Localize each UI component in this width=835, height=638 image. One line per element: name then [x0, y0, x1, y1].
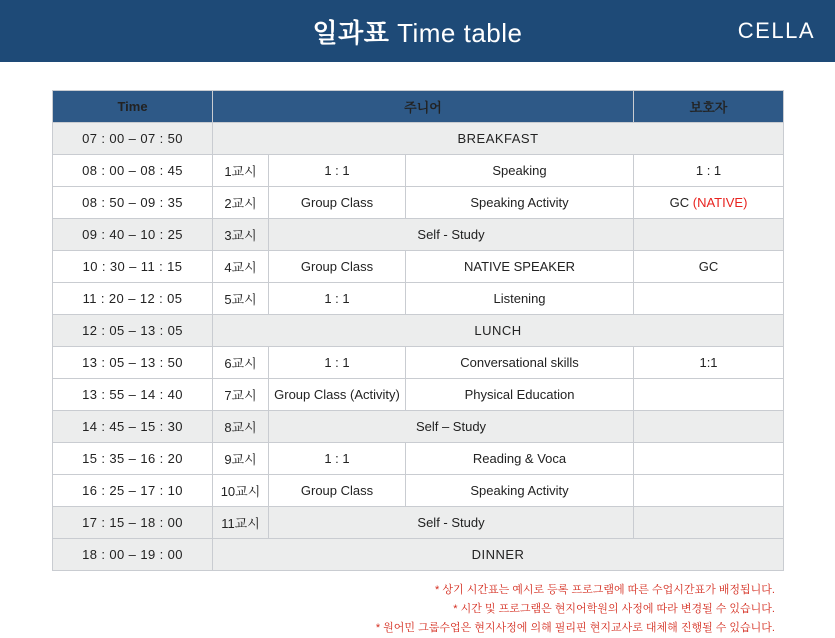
- page-title: [312, 13, 522, 50]
- cell-meal: BREAKFAST: [213, 123, 784, 155]
- cell-subject: NATIVE SPEAKER: [406, 251, 634, 283]
- table-row: [53, 475, 784, 507]
- table-row: [53, 187, 784, 219]
- cell-period: 7교시: [213, 379, 269, 411]
- page-title-en: Time table: [397, 17, 523, 48]
- cell-period: 2교시: [213, 187, 269, 219]
- cell-class-type: 1 : 1: [269, 347, 406, 379]
- cell-guardian: 1 : 1: [634, 155, 784, 187]
- cell-time: 13 : 05 – 13 : 50: [53, 347, 213, 379]
- cell-period: 9교시: [213, 443, 269, 475]
- cell-class-type: Group Class: [269, 187, 406, 219]
- page-title-ko: 일과표: [312, 17, 390, 48]
- table-row: [53, 155, 784, 187]
- cell-time: 14 : 45 – 15 : 30: [53, 411, 213, 443]
- cell-class-type: 1 : 1: [269, 283, 406, 315]
- table-row: [53, 507, 784, 539]
- note-line: * 시간 및 프로그램은 현지어학원의 사정에 따라 변경될 수 있습니다.: [453, 603, 775, 615]
- col-header-junior: 주니어: [213, 91, 634, 123]
- cell-guardian: [634, 443, 784, 475]
- table-row: [53, 379, 784, 411]
- cell-guardian: 1:1: [634, 347, 784, 379]
- cell-period: 5교시: [213, 283, 269, 315]
- cell-subject: Conversational skills: [406, 347, 634, 379]
- table-row: [53, 219, 784, 251]
- cell-time: 15 : 35 – 16 : 20: [53, 443, 213, 475]
- cell-class-type: Group Class (Activity): [269, 379, 406, 411]
- cell-period: 3교시: [213, 219, 269, 251]
- cell-class-type: 1 : 1: [269, 155, 406, 187]
- timetable-header-row: [53, 91, 784, 123]
- cell-time: 08 : 00 – 08 : 45: [53, 155, 213, 187]
- cell-guardian: [634, 219, 784, 251]
- cell-time: 17 : 15 – 18 : 00: [53, 507, 213, 539]
- cell-time: 10 : 30 – 11 : 15: [53, 251, 213, 283]
- cell-time: 16 : 25 – 17 : 10: [53, 475, 213, 507]
- brand-logo: CELLA: [737, 18, 815, 43]
- table-row: [53, 411, 784, 443]
- col-header-time: Time: [53, 91, 213, 123]
- cell-time: 11 : 20 – 12 : 05: [53, 283, 213, 315]
- cell-subject: Speaking: [406, 155, 634, 187]
- cell-class-type: 1 : 1: [269, 443, 406, 475]
- timetable: [52, 90, 784, 571]
- cell-period: 10교시: [213, 475, 269, 507]
- table-row: [53, 315, 784, 347]
- cell-class-type: Group Class: [269, 475, 406, 507]
- cell-guardian: [634, 475, 784, 507]
- cell-time: 07 : 00 – 07 : 50: [53, 123, 213, 155]
- cell-period: 6교시: [213, 347, 269, 379]
- cell-guardian: [634, 187, 784, 219]
- guardian-native-tag: (NATIVE): [692, 195, 748, 210]
- cell-guardian: [634, 283, 784, 315]
- cell-subject: Physical Education: [406, 379, 634, 411]
- timetable-sheet: [0, 62, 835, 638]
- cell-meal: DINNER: [213, 539, 784, 571]
- cell-period: 1교시: [213, 155, 269, 187]
- cell-subject: Self - Study: [269, 507, 634, 539]
- cell-subject: Self – Study: [269, 411, 634, 443]
- cell-period: 8교시: [213, 411, 269, 443]
- cell-period: 11교시: [213, 507, 269, 539]
- cell-class-type: Group Class: [269, 251, 406, 283]
- note-line: * 원어민 그룹수업은 현지사정에 의해 필리핀 현지교사로 대체해 진행될 수 있습니다.: [375, 622, 775, 634]
- cell-subject: Reading & Voca: [406, 443, 634, 475]
- cell-subject: Speaking Activity: [406, 475, 634, 507]
- cell-time: 18 : 00 – 19 : 00: [53, 539, 213, 571]
- timetable-body: [53, 123, 784, 571]
- cell-subject: Listening: [406, 283, 634, 315]
- notes-block: [52, 581, 783, 638]
- col-header-guardian: 보호자: [634, 91, 784, 123]
- cell-subject: Speaking Activity: [406, 187, 634, 219]
- table-row: [53, 283, 784, 315]
- page-header: [0, 0, 835, 62]
- cell-meal: LUNCH: [213, 315, 784, 347]
- cell-guardian: [634, 379, 784, 411]
- cell-time: 12 : 05 – 13 : 05: [53, 315, 213, 347]
- cell-period: 4교시: [213, 251, 269, 283]
- table-row: [53, 539, 784, 571]
- cell-guardian: [634, 507, 784, 539]
- cell-time: 09 : 40 – 10 : 25: [53, 219, 213, 251]
- note-line: * 상기 시간표는 예시로 등록 프로그램에 따른 수업시간표가 배정됩니다.: [435, 584, 775, 596]
- table-row: [53, 251, 784, 283]
- cell-time: 13 : 55 – 14 : 40: [53, 379, 213, 411]
- cell-guardian: [634, 411, 784, 443]
- table-row: [53, 443, 784, 475]
- table-row: [53, 347, 784, 379]
- cell-time: 08 : 50 – 09 : 35: [53, 187, 213, 219]
- timetable-head: [53, 91, 784, 123]
- guardian-label: GC: [669, 195, 693, 210]
- cell-subject: Self - Study: [269, 219, 634, 251]
- cell-guardian: GC: [634, 251, 784, 283]
- table-row: [53, 123, 784, 155]
